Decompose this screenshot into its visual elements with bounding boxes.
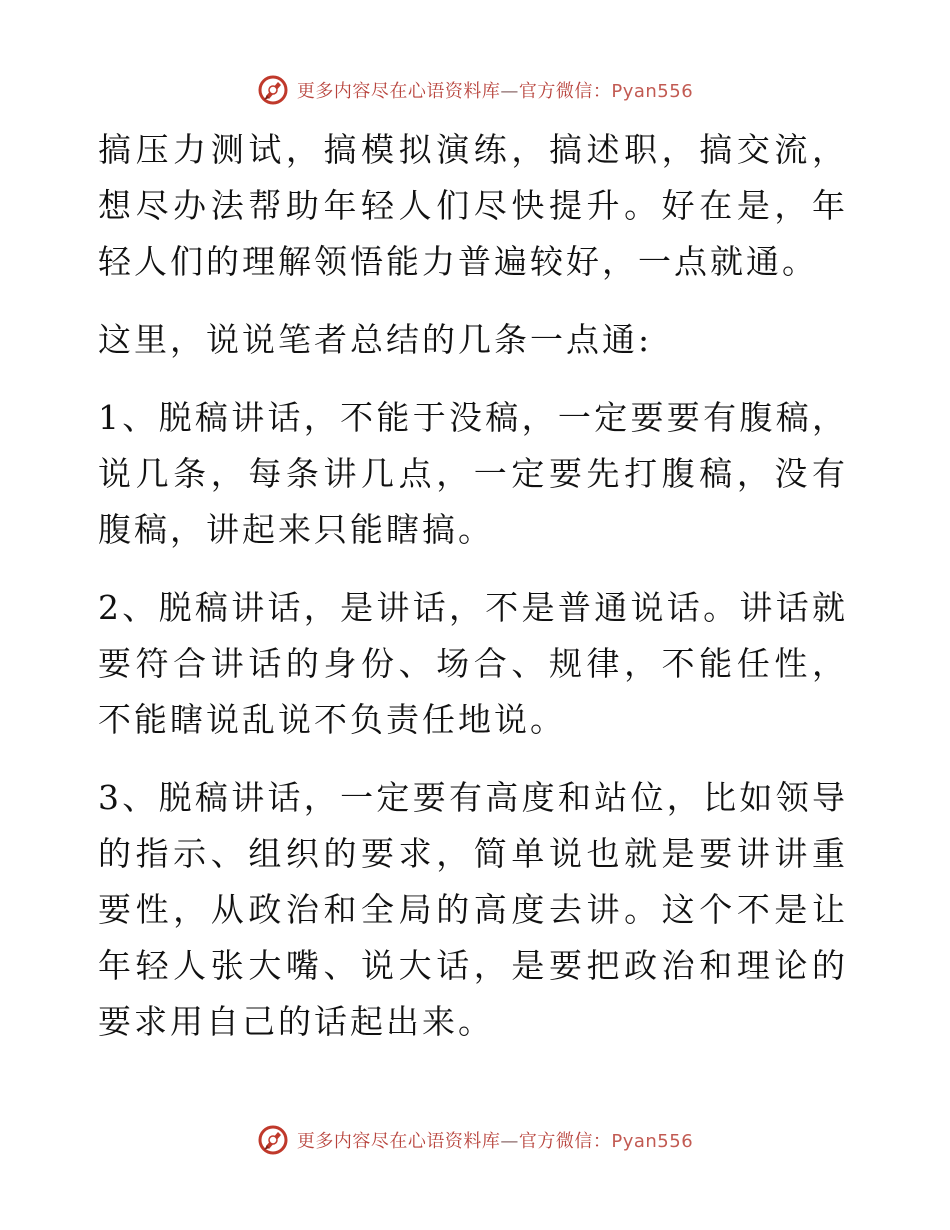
paragraph-point-2: 2、脱稿讲话，是讲话，不是普通说话。讲话就要符合讲话的身份、场合、规律，不能任性，不能瞎说乱说不负责任地说。 [98,588,848,739]
paragraph-lead-in: 这里，说说笔者总结的几条一点通: [98,320,653,359]
header-watermark-banner [0,70,950,110]
header-site-name: 更多内容尽在心语资料库 [296,81,501,102]
header-contact-label: 官方微信： [518,81,612,102]
footer-site-name: 更多内容尽在心语资料库 [296,1131,501,1152]
quill-seal-icon [257,1124,289,1156]
paragraph-point-3: 3、脱稿讲话，一定要有高度和站位，比如领导的指示、组织的要求，简单说也就是要讲讲重要性，从政治和全局的高度去讲。这个不是让年轻人张大嘴、说大话，是要把政治和理论的要求用自己的话起出来。 [98,778,848,1041]
header-watermark-text [297,77,693,103]
footer-contact-handle: Pyan556 [611,1131,694,1152]
footer-watermark-banner [0,1120,950,1160]
quill-seal-icon [257,74,289,106]
footer-separator: — [500,1131,519,1152]
footer-contact-label: 官方微信： [518,1131,612,1152]
paragraph-intro: 搞压力测试，搞模拟演练，搞述职，搞交流，想尽办法帮助年轻人们尽快提升。好在是，年轻人们的理解领悟能力普遍较好，一点就通。 [98,130,848,281]
header-contact-handle: Pyan556 [611,81,694,102]
document-body [98,122,848,1072]
paragraph-point-1: 1、脱稿讲话，不能于没稿，一定要要有腹稿，说几条，每条讲几点，一定要先打腹稿，没有腹稿，讲起来只能瞎搞。 [98,398,848,549]
header-separator: — [500,81,519,102]
footer-watermark-text [297,1127,693,1153]
